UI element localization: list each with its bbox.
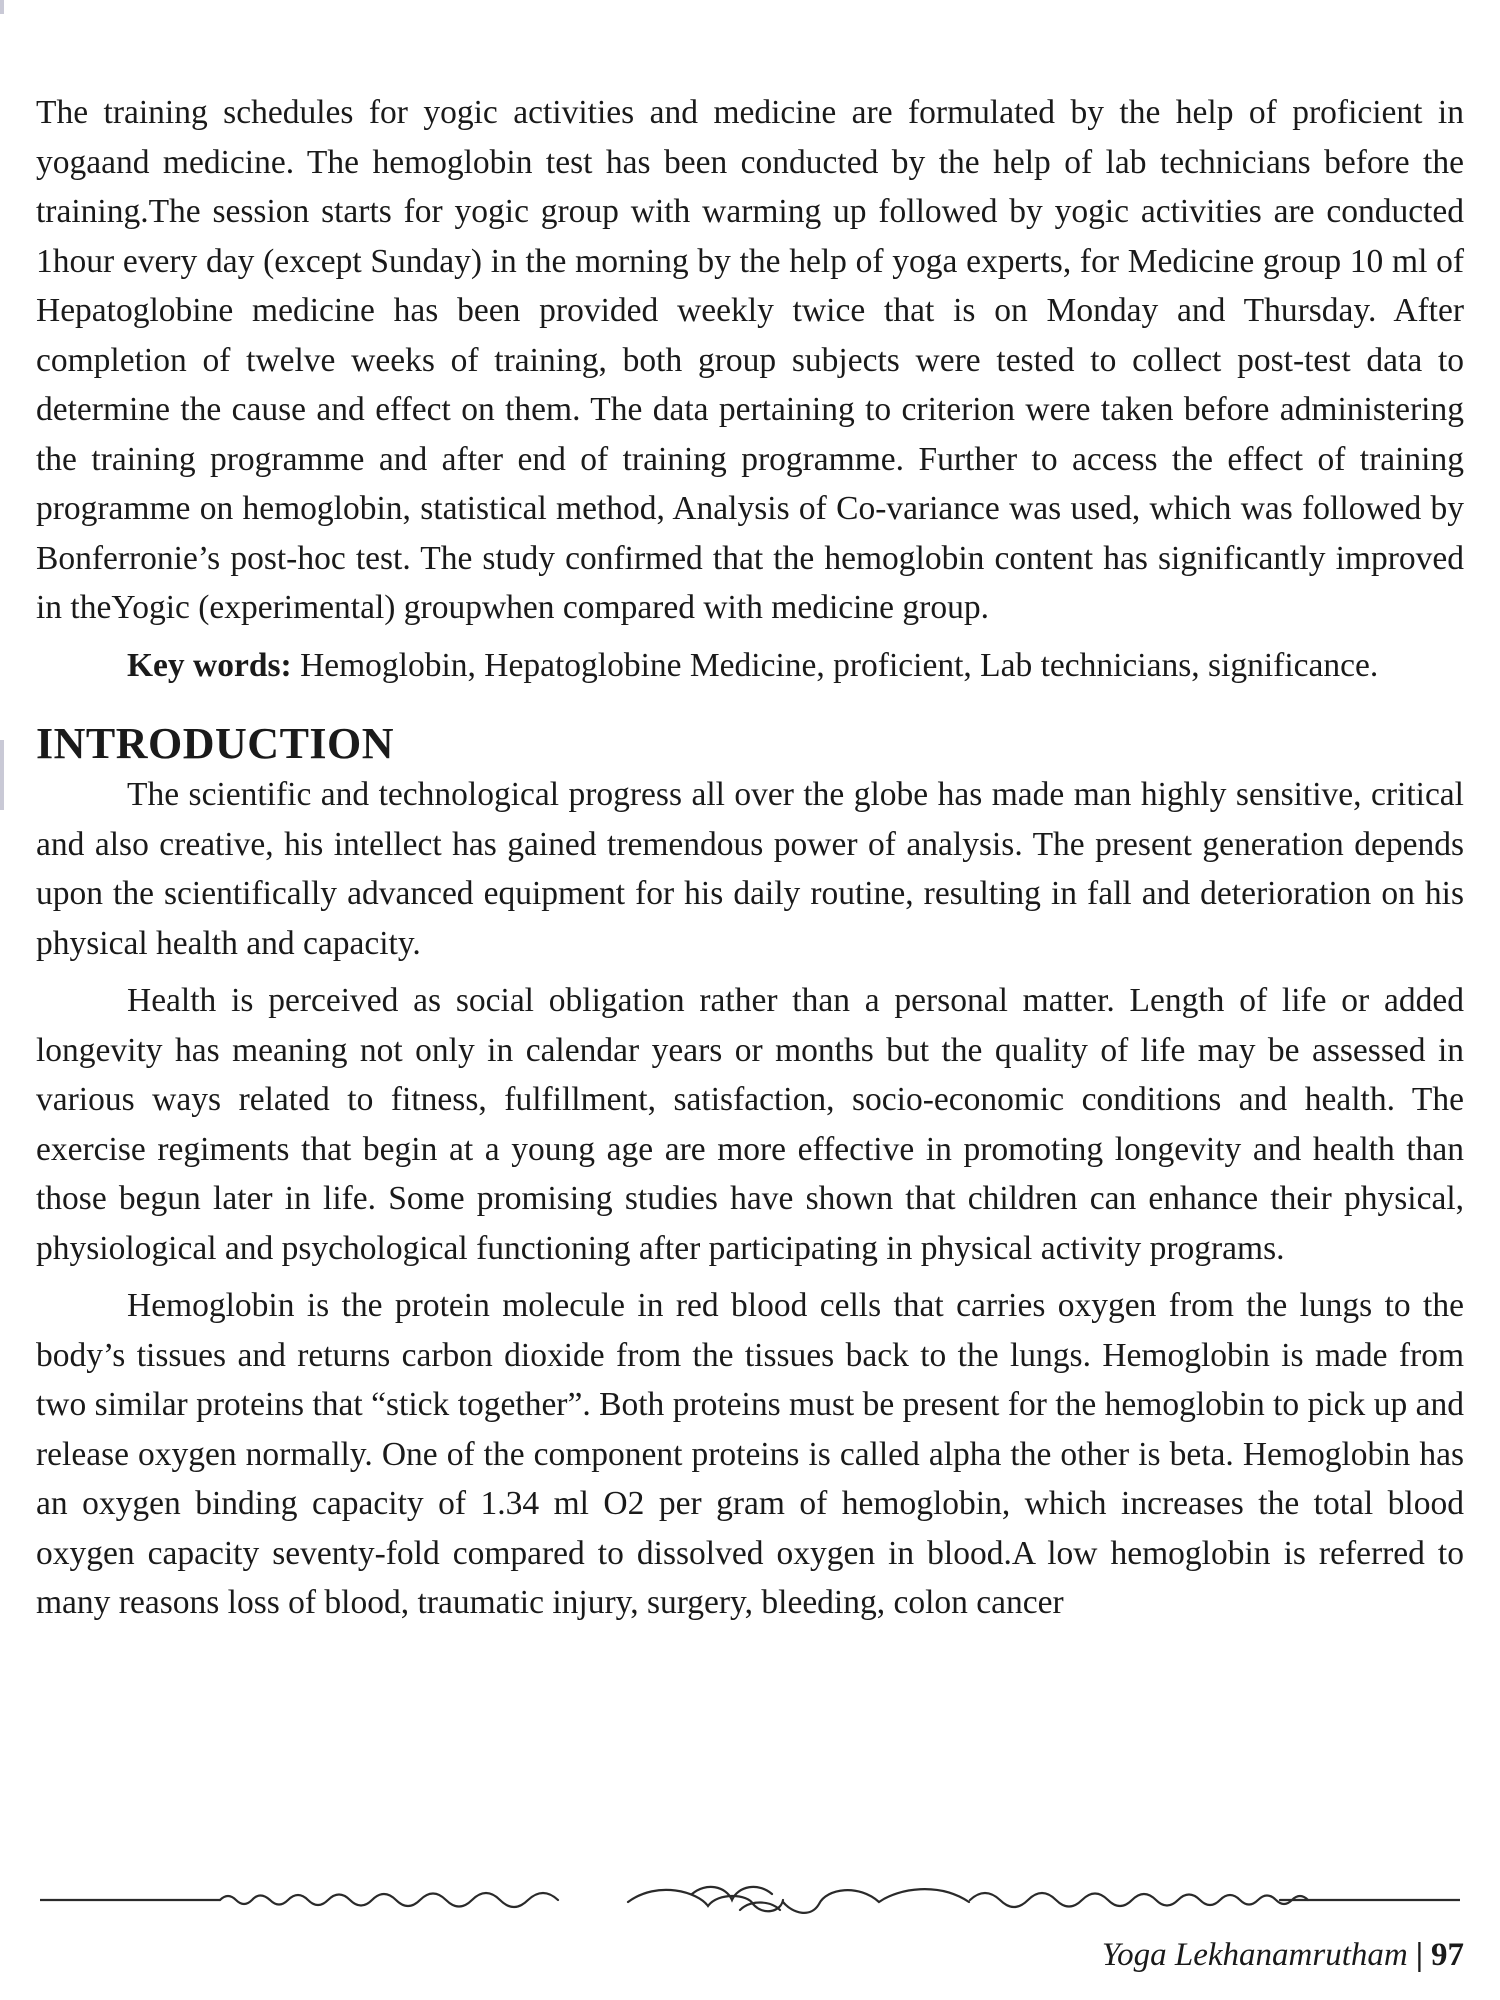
ornamental-divider (40, 1880, 1460, 1920)
footer-separator: | (1415, 1937, 1423, 1973)
intro-paragraph-1: The scientific and technological progress all over the globe has made man highly sensitive, critical and also creative, his intellect has gained tremendous power of analysis. The present generation depends upon the scientifically advanced equipment for his daily routine, resulting in fall and deterioration on his physical health and capacity. (36, 776, 1464, 962)
page-edge-mark-mid (0, 740, 4, 810)
intro-paragraph-2: Health is perceived as social obligation rather than a personal matter. Length of life or added longevity has meaning not only in calendar years or months but the quality of life may be assessed in various ways related to fitness, fulfillment, satisfaction, socio-economic conditions and health. The exercise regiments that begin at a young age are more effective in promoting longevity and health than those begun later in life. Some promising studies have shown that children can enhance their physical, physiological and psychological functioning after participating in physical activity programs. (36, 982, 1464, 1267)
keywords-text: Hemoglobin, Hepatoglobine Medicine, proficient, Lab technicians, significance. (291, 646, 1379, 684)
introduction-heading: INTRODUCTION (36, 719, 395, 768)
page-edge-mark-top (0, 0, 4, 14)
keywords-paragraph (36, 641, 1464, 691)
journal-title: Yoga Lekhanamrutham (1101, 1937, 1408, 1973)
keywords-label: Key words: (127, 646, 292, 684)
page-number: 97 (1431, 1937, 1464, 1973)
page-footer (1102, 1935, 1464, 1975)
intro-paragraph-3: Hemoglobin is the protein molecule in red blood cells that carries oxygen from the lungs to the body’s tissues and returns carbon dioxide from the tissues back to the lungs. Hemoglobin is made from two similar proteins that “stick together”. Both proteins must be present for the hemoglobin to pick up and release oxygen normally. One of the component proteins is called alpha the other is beta. Hemoglobin has an oxygen binding capacity of 1.34 ml O2 per gram of hemoglobin, which increases the total blood oxygen capacity seventy-fold compared to dissolved oxygen in blood.A low hemoglobin is referred to many reasons loss of blood, traumatic injury, surgery, bleeding, colon cancer (36, 1287, 1464, 1621)
page-body (36, 88, 1464, 1628)
abstract-paragraph: The training schedules for yogic activities and medicine are formulated by the help of proficient in yogaand medicine. The hemoglobin test has been conducted by the help of lab technicians before the training.The session starts for yogic group with warming up followed by yogic activities are conducted 1hour every day (except Sunday) in the morning by the help of yoga experts, for Medicine group 10 ml of Hepatoglobine medicine has been provided weekly twice that is on Monday and Thursday. After completion of twelve weeks of training, both group subjects were tested to collect post-test data to determine the cause and effect on them. The data pertaining to criterion were taken before administering the training programme and after end of training programme. Further to access the effect of training programme on hemoglobin, statistical method, Analysis of Co-variance was used, which was followed by Bonferronie’s post-hoc test. The study confirmed that the hemoglobin content has significantly improved in theYogic (experimental) groupwhen compared with medicine group. (36, 94, 1464, 626)
